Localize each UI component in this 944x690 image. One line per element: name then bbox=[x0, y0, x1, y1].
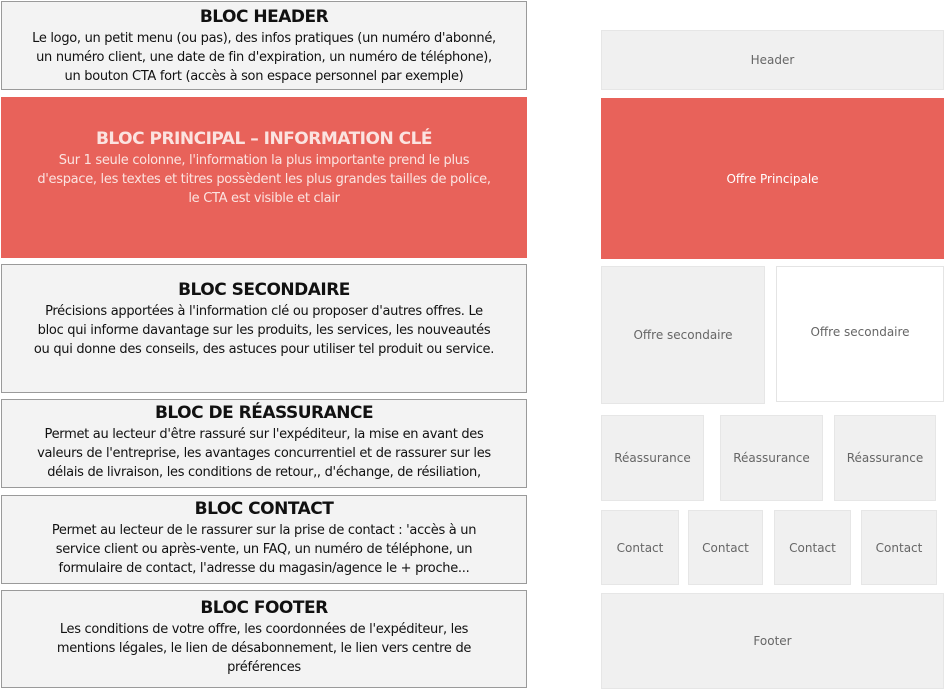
block-text: Permet au lecteur de le rassurer sur la prise de contact : 'accès à un service client ou après-vente, un FAQ, un numéro de téléphone, un formulaire de contact, l'adresse du magasin/agence le + proche... bbox=[51, 523, 477, 576]
block-header bbox=[1, 1, 527, 90]
wireframe-reassurance: Réassurance bbox=[601, 415, 704, 501]
block-contact bbox=[1, 495, 527, 584]
wireframe-reassurance: Réassurance bbox=[834, 415, 936, 501]
wireframe-secondary-offer: Offre secondaire bbox=[601, 266, 765, 404]
block-text: Précisions apportées à l'information clé ou proposer d'autres offres. Le bloc qui informe davantage sur les produits, les services, les nouveautés ou qui donne des conseils, des astuces pour utiliser tel produit ou service. bbox=[33, 304, 495, 357]
block-text: Sur 1 seule colonne, l'information la plus importante prend le plus d'espace, les textes et titres possèdent les plus grandes tailles de police, le CTA est visible et clair bbox=[37, 153, 491, 206]
block-principal bbox=[1, 97, 527, 258]
block-text: Les conditions de votre offre, les coordonnées de l'expéditeur, les mentions légales, le lien de désabonnement, le lien vers centre de préférences bbox=[56, 622, 472, 675]
wireframe-contact: Contact bbox=[688, 510, 763, 585]
wireframe-contact: Contact bbox=[861, 510, 937, 585]
block-title: BLOC PRINCIPAL – INFORMATION CLÉ bbox=[95, 129, 433, 149]
block-text: Le logo, un petit menu (ou pas), des infos pratiques (un numéro d'abonné, un numéro client, une date de fin d'expiration, un numéro de téléphone), un bouton CTA fort (accès à son espace personnel par exemple) bbox=[32, 31, 496, 84]
wireframe-secondary-offer: Offre secondaire bbox=[776, 266, 944, 402]
wireframe-contact: Contact bbox=[774, 510, 851, 585]
block-title: BLOC HEADER bbox=[199, 7, 329, 27]
block-text: Permet au lecteur d'être rassuré sur l'expéditeur, la mise en avant des valeurs de l'entreprise, les avantages concurrentiel et de rassurer sur les délais de livraison, les conditions de retour,, d'échange, de résiliation, bbox=[37, 427, 491, 480]
block-title: BLOC DE RÉASSURANCE bbox=[154, 403, 374, 423]
wireframe-contact: Contact bbox=[601, 510, 679, 585]
wireframe-footer: Footer bbox=[601, 593, 944, 689]
block-footer bbox=[1, 590, 527, 688]
wireframe-reassurance: Réassurance bbox=[720, 415, 823, 501]
block-reassurance bbox=[1, 399, 527, 488]
block-secondaire bbox=[1, 264, 527, 393]
wireframe-main-offer: Offre Principale bbox=[601, 98, 944, 259]
wireframe-header: Header bbox=[601, 30, 944, 90]
block-title: BLOC CONTACT bbox=[194, 499, 334, 519]
block-title: BLOC FOOTER bbox=[200, 598, 328, 618]
block-title: BLOC SECONDAIRE bbox=[178, 280, 350, 300]
